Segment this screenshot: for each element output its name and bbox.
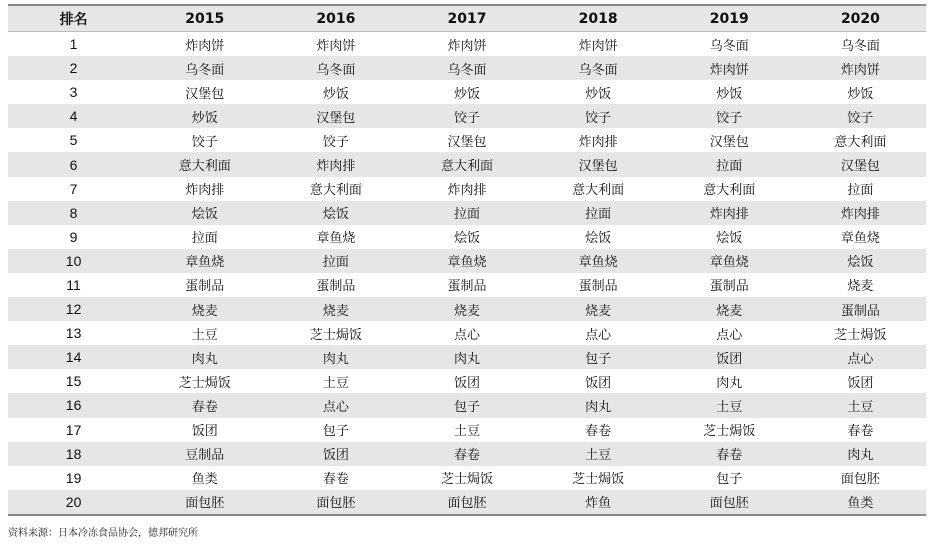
frozen-food-ranking-table [8, 4, 926, 516]
table-cell: 烧麦 [847, 279, 874, 295]
rank-cell: 8 [8, 201, 139, 225]
table-cell: 土豆 [191, 327, 218, 343]
table-cell: 饭团 [270, 442, 401, 466]
rank-cell: 14 [8, 345, 139, 369]
table-cell: 乌冬面 [533, 56, 664, 80]
table-cell: 章鱼烧 [401, 249, 532, 273]
table-cell: 章鱼烧 [316, 231, 356, 247]
table-cell: 乌冬面 [270, 56, 401, 80]
table-cell: 鱼类 [795, 490, 926, 515]
header-2020: 2020 [795, 5, 926, 32]
table-cell: 豆制品 [139, 442, 270, 466]
table-cell: 汉堡包 [795, 152, 926, 176]
rank-cell: 4 [8, 104, 139, 128]
table-cell: 春卷 [847, 424, 874, 440]
table-cell: 意大利面 [703, 183, 756, 199]
table-row [8, 152, 926, 176]
table-cell: 春卷 [401, 442, 532, 466]
table-cell: 烩饭 [139, 201, 270, 225]
table-cell: 炒饭 [585, 86, 612, 102]
table-cell: 炒饭 [139, 104, 270, 128]
table-cell: 土豆 [795, 393, 926, 417]
table-cell: 烧麦 [533, 297, 664, 321]
table-cell: 点心 [716, 327, 743, 343]
table-cell: 芝士焗饭 [309, 327, 362, 343]
table-cell: 乌冬面 [139, 56, 270, 80]
table-cell: 乌冬面 [709, 38, 749, 54]
table-row [8, 369, 926, 393]
table-cell: 土豆 [453, 424, 480, 440]
table-cell: 芝士焗饭 [834, 327, 887, 343]
table-cell: 烧麦 [270, 297, 401, 321]
table-row [8, 418, 926, 442]
rank-cell: 17 [65, 421, 82, 438]
table-cell: 汉堡包 [185, 86, 225, 102]
rank-cell: 7 [69, 180, 78, 197]
table-row [8, 345, 926, 369]
rank-cell: 18 [8, 442, 139, 466]
table-row [8, 56, 926, 80]
table-cell: 拉面 [533, 201, 664, 225]
rank-cell: 3 [69, 84, 78, 101]
table-cell: 炸鱼 [533, 490, 664, 515]
table-cell: 烩饭 [270, 201, 401, 225]
table-cell: 面包胚 [270, 490, 401, 515]
rank-cell: 11 [66, 276, 81, 293]
table-cell: 饺子 [401, 104, 532, 128]
table-cell: 饭团 [664, 345, 795, 369]
table-cell: 炒饭 [847, 86, 874, 102]
table-cell: 意大利面 [834, 134, 887, 150]
table-cell: 乌冬面 [401, 56, 532, 80]
table-row [8, 273, 926, 297]
table-cell: 春卷 [664, 442, 795, 466]
table-row [8, 177, 926, 201]
table-cell: 炸肉饼 [578, 38, 618, 54]
rank-cell: 16 [8, 393, 139, 417]
table-cell: 蛋制品 [316, 279, 356, 295]
table-cell: 芝士焗饭 [178, 375, 231, 391]
table-cell: 包子 [533, 345, 664, 369]
table-row [8, 225, 926, 249]
table-cell: 炸肉排 [270, 152, 401, 176]
table-cell: 包子 [716, 472, 743, 488]
table-cell: 意大利面 [309, 183, 362, 199]
table-cell: 芝士焗饭 [703, 424, 756, 440]
table-cell: 烧麦 [401, 297, 532, 321]
table-cell: 汉堡包 [533, 152, 664, 176]
rank-cell: 2 [8, 56, 139, 80]
rank-cell: 19 [65, 469, 82, 486]
table-cell: 肉丸 [533, 393, 664, 417]
table-cell: 拉面 [270, 249, 401, 273]
table-cell: 饭团 [191, 424, 218, 440]
table-cell: 饺子 [191, 134, 218, 150]
table-cell: 肉丸 [270, 345, 401, 369]
table-cell: 面包胚 [401, 490, 532, 515]
table-cell: 炸肉排 [795, 201, 926, 225]
table-cell: 拉面 [847, 183, 874, 199]
table-cell: 饭团 [585, 375, 612, 391]
table-cell: 土豆 [664, 393, 795, 417]
table-cell: 炒饭 [322, 86, 349, 102]
table-cell: 汉堡包 [447, 134, 487, 150]
table-row [8, 104, 926, 128]
table-cell: 乌冬面 [840, 38, 880, 54]
table-cell: 拉面 [401, 201, 532, 225]
rank-cell: 5 [69, 132, 78, 149]
table-cell: 蛋制品 [709, 279, 749, 295]
table-row [8, 297, 926, 321]
table-cell: 包子 [322, 424, 349, 440]
table-cell: 炸肉排 [185, 183, 225, 199]
table-cell: 包子 [401, 393, 532, 417]
header-2015: 2015 [139, 5, 270, 32]
table-cell: 炸肉饼 [185, 38, 225, 54]
header-2016: 2016 [270, 5, 401, 32]
rank-cell: 10 [8, 249, 139, 273]
table-cell: 意大利面 [401, 152, 532, 176]
table-row [8, 249, 926, 273]
table-cell: 肉丸 [401, 345, 532, 369]
rank-cell: 1 [69, 36, 78, 53]
header-2019: 2019 [664, 5, 795, 32]
table-cell: 春卷 [585, 424, 612, 440]
rank-cell: 9 [69, 228, 78, 245]
table-cell: 烧麦 [139, 297, 270, 321]
table-cell: 烩饭 [453, 231, 480, 247]
table-cell: 炸肉饼 [664, 56, 795, 80]
table-cell: 炸肉饼 [447, 38, 487, 54]
table-cell: 面包胚 [840, 472, 880, 488]
table-cell: 点心 [453, 327, 480, 343]
table-cell: 饺子 [664, 104, 795, 128]
table-row [8, 442, 926, 466]
table-cell: 蛋制品 [447, 279, 487, 295]
table-header-row [8, 5, 926, 32]
table-cell: 汉堡包 [709, 134, 749, 150]
table-row [8, 321, 926, 345]
table-row [8, 466, 926, 490]
table-cell: 炸肉排 [578, 134, 618, 150]
table-row [8, 32, 926, 57]
table-cell: 拉面 [664, 152, 795, 176]
table-cell: 意大利面 [572, 183, 625, 199]
table-cell: 炒饭 [453, 86, 480, 102]
rank-cell: 6 [8, 152, 139, 176]
table-cell: 饭团 [453, 375, 480, 391]
table-cell: 章鱼烧 [664, 249, 795, 273]
table-cell: 春卷 [322, 472, 349, 488]
table-cell: 饭团 [847, 375, 874, 391]
table-cell: 面包胚 [139, 490, 270, 515]
header-2018: 2018 [533, 5, 664, 32]
table-cell: 饺子 [322, 134, 349, 150]
table-row [8, 490, 926, 515]
table-cell: 炸肉排 [447, 183, 487, 199]
table-cell: 汉堡包 [270, 104, 401, 128]
table-cell: 蛋制品 [185, 279, 225, 295]
table-cell: 面包胚 [664, 490, 795, 515]
table-cell: 章鱼烧 [139, 249, 270, 273]
rank-cell: 12 [8, 297, 139, 321]
table-cell: 鱼类 [191, 472, 218, 488]
source-note: 资料来源：日本冷冻食品协会，德邦研究所 [8, 528, 198, 539]
table-cell: 芝士焗饭 [440, 472, 493, 488]
rank-cell: 20 [8, 490, 139, 515]
table-cell: 肉丸 [795, 442, 926, 466]
table-body [8, 32, 926, 515]
rank-cell: 15 [65, 373, 82, 390]
table-cell: 土豆 [533, 442, 664, 466]
header-rank: 排名 [8, 5, 139, 32]
table-cell: 炸肉饼 [795, 56, 926, 80]
table-cell: 炒饭 [716, 86, 743, 102]
table-cell: 拉面 [191, 231, 218, 247]
table-cell: 章鱼烧 [533, 249, 664, 273]
table-cell: 芝士焗饭 [572, 472, 625, 488]
table-cell: 蛋制品 [578, 279, 618, 295]
table-cell: 蛋制品 [795, 297, 926, 321]
table-cell: 点心 [795, 345, 926, 369]
table-cell: 烩饭 [716, 231, 743, 247]
table-cell: 烩饭 [795, 249, 926, 273]
table-cell: 肉丸 [716, 375, 743, 391]
table-row [8, 80, 926, 104]
table-cell: 春卷 [139, 393, 270, 417]
table-cell: 点心 [585, 327, 612, 343]
table-cell: 烧麦 [664, 297, 795, 321]
table-cell: 肉丸 [139, 345, 270, 369]
rank-cell: 13 [65, 325, 82, 342]
table-row [8, 201, 926, 225]
table-cell: 点心 [270, 393, 401, 417]
table-cell: 章鱼烧 [840, 231, 880, 247]
ranking-table-container [8, 4, 926, 516]
table-cell: 饺子 [795, 104, 926, 128]
header-2017: 2017 [401, 5, 532, 32]
table-cell: 土豆 [322, 375, 349, 391]
table-cell: 炸肉饼 [316, 38, 356, 54]
table-cell: 烩饭 [585, 231, 612, 247]
table-cell: 饺子 [533, 104, 664, 128]
table-cell: 意大利面 [139, 152, 270, 176]
table-row [8, 393, 926, 417]
table-cell: 炸肉排 [664, 201, 795, 225]
table-row [8, 128, 926, 152]
